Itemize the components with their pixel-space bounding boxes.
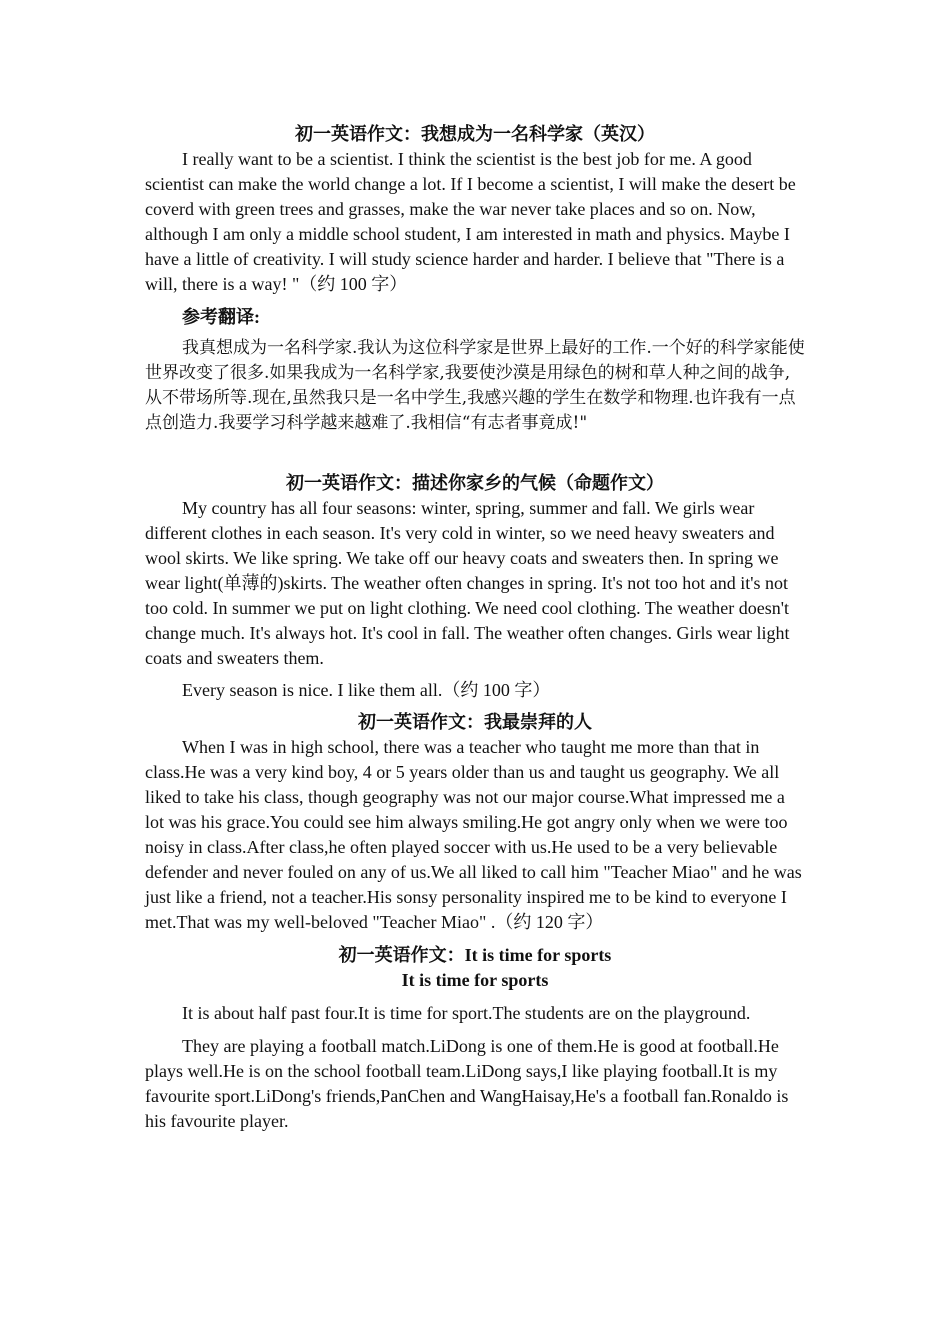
essay-title: 初一英语作文：我想成为一名科学家（英汉） (295, 124, 655, 144)
essay-subtitle: It is time for sports (401, 970, 549, 990)
essay-paragraph: Every season is nice. I like them all.（约 100 字） (182, 680, 551, 700)
essay-title: 初一英语作文：It is time for sports (338, 945, 612, 965)
essay-scientist (145, 122, 805, 436)
essay-title: 初一英语作文：我最崇拜的人 (358, 712, 592, 732)
essay-paragraph: It is about half past four.It is time for sport.The students are on the playground. (182, 1003, 751, 1023)
document-page (145, 122, 805, 1134)
essay-paragraph: My country has all four seasons: winter, spring, summer and fall. We girls wear different clothes in each season. It's very cold in winter, so we need heavy sweaters and wool skirts. We like spring. We take off our heavy coats and sweaters then. In spring we wear light(单薄的)skirts. The weather often changes in spring. It's not too hot and it's not too cold. In summer we put on light clothing. We need cool clothing. The weather doesn't change much. It's always hot. It's cool in fall. The weather often changes. Girls wear light coats and sweaters them. (145, 498, 790, 668)
essay-admired-person (145, 710, 805, 935)
essay-climate (145, 471, 805, 703)
essay-paragraph: When I was in high school, there was a teacher who taught me more than that in class.He was a very kind boy, 4 or 5 years older than us and taught us geography. We all liked to take his class, though geography was not our major course.What impressed me a lot was his grace.You could see him always smiling.He got angry only when we were too noisy in class.After class,he often played soccer with us.He used to be a very believable defender and never fouled on any of us.We all liked to call him "Teacher Miao" and he was just like a friend, not a teacher.His sonsy personality inspired me to be kind to everyone I met.That was my well-beloved "Teacher Miao" .（约 120 字） (145, 737, 802, 932)
translation-label: 参考翻译: (182, 307, 260, 327)
essay-sports (145, 943, 805, 1134)
essay-title: 初一英语作文：描述你家乡的气候（命题作文） (286, 473, 664, 493)
essay-paragraph: They are playing a football match.LiDong is one of them.He is good at football.He plays well.He is on the school football team.LiDong says,I like playing football.It is my favourite sport.LiDong's friends,PanChen and WangHaisay,He's a football fan.Ronaldo is his favourite player. (145, 1036, 789, 1131)
essay-paragraph: I really want to be a scientist. I think the scientist is the best job for me. A good scientist can make the world change a lot. If I become a scientist, I will make the desert be coverd with green trees and grasses, make the war never take places and so on. Now, although I am only a middle school student, I am interested in math and physics. Maybe I have a little of creativity. I will study science harder and harder. I believe that "There is a will, there is a way! "（约 100 字） (145, 149, 796, 294)
translation-paragraph: 我真想成为一名科学家.我认为这位科学家是世界上最好的工作.一个好的科学家能使世界改变了很多.如果我成为一名科学家,我要使沙漠是用绿色的树和草人种之间的战争,从不带场所等.现在,虽然我只是一名中学生,我感兴趣的学生在数学和物理.也许我有一点点创造力.我要学习科学越来越难了.我相信“有志者事竟成!" (145, 338, 805, 433)
